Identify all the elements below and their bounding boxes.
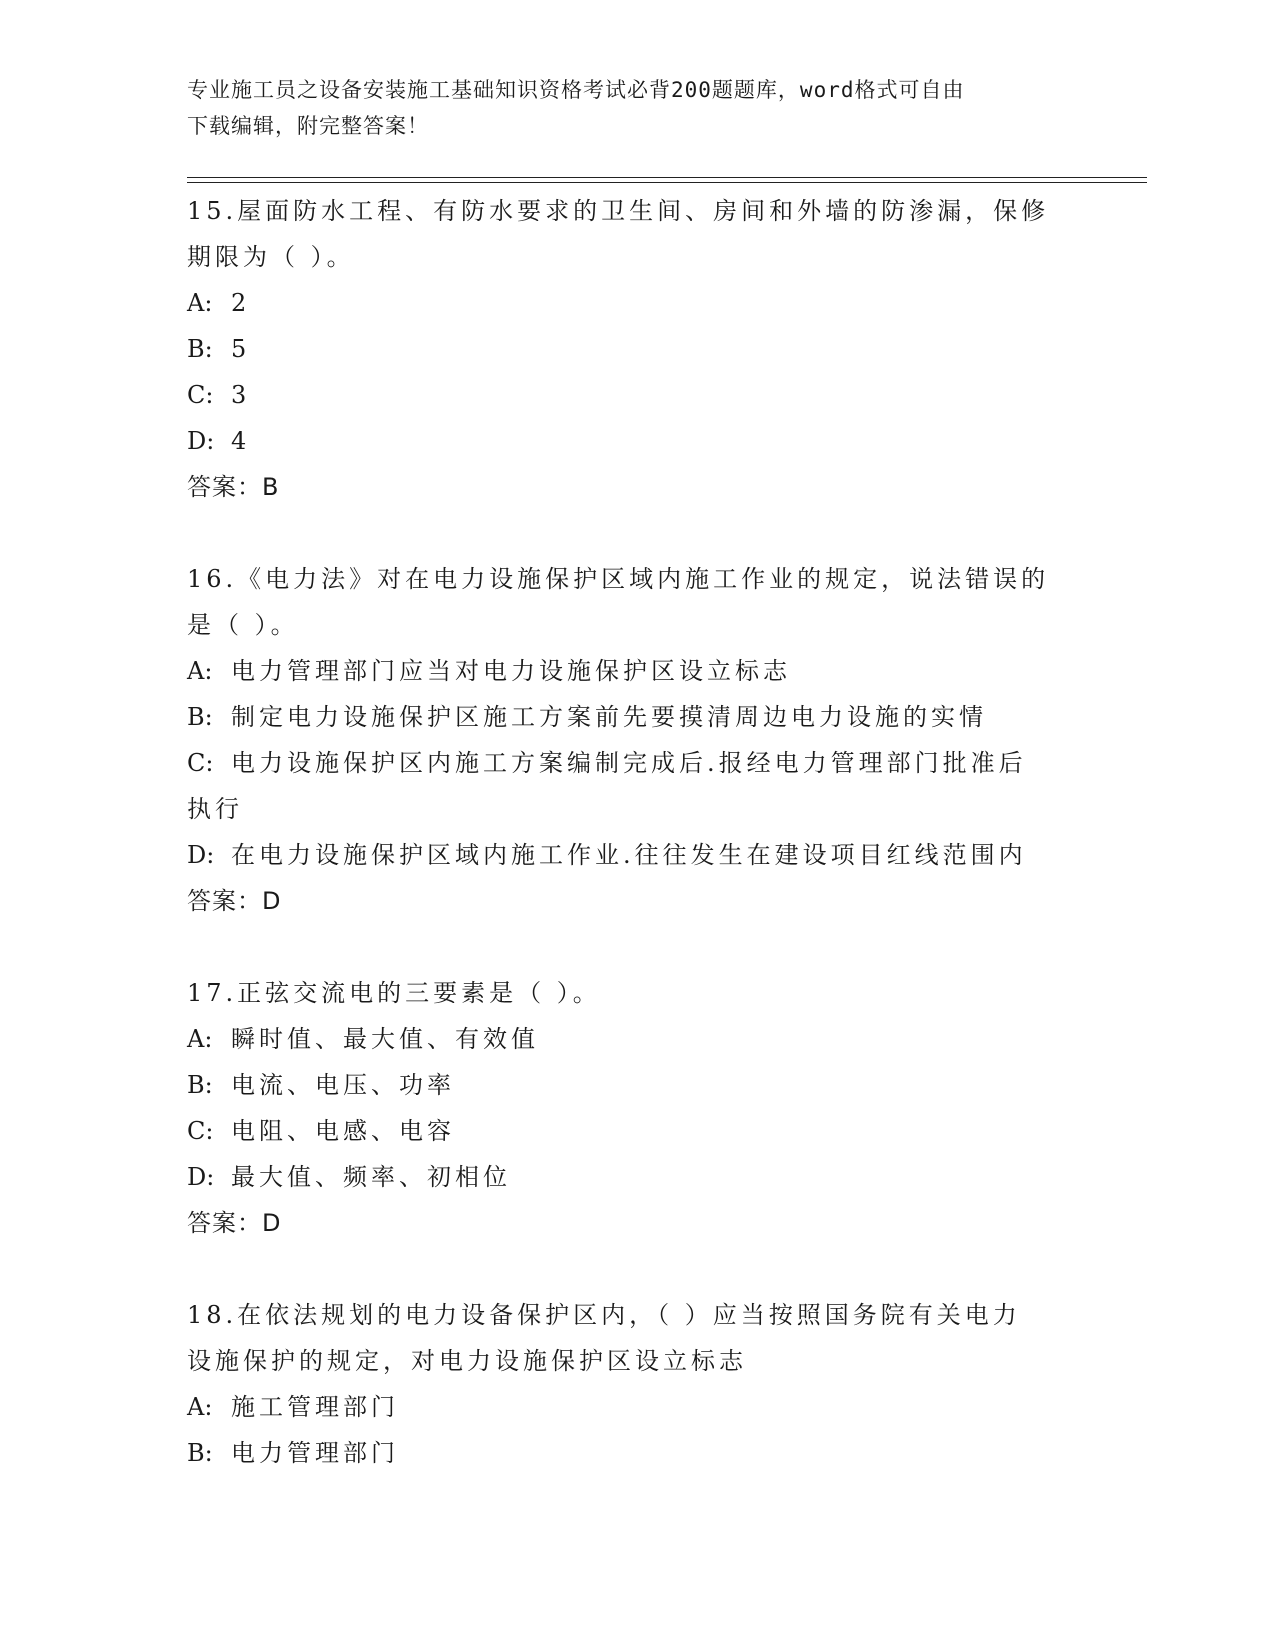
option-c [187, 1108, 1087, 1154]
option-b [187, 694, 1087, 740]
option-b [187, 326, 1087, 372]
option-label: B: [187, 335, 213, 363]
question-stem: 18.在依法规划的电力设备保护区内，（ ）应当按照国务院有关电力 [187, 1301, 1021, 1329]
question-stem: 17.正弦交流电的三要素是（ ）。 [187, 979, 601, 1007]
question-stem-continued: 设施保护的规定，对电力设施保护区设立标志 [187, 1347, 747, 1375]
option-d [187, 1154, 1087, 1200]
option-text: 4 [231, 427, 251, 455]
option-label: A: [187, 1393, 213, 1421]
question-stem-continued: 期限为（ ）。 [187, 243, 355, 271]
question-15 [187, 188, 1087, 510]
question-16 [187, 556, 1087, 924]
option-text: 瞬时值、最大值、有效值 [231, 1025, 539, 1053]
header-line-2: 下载编辑，附完整答案！ [187, 114, 429, 138]
header-divider-top [187, 177, 1147, 178]
option-text: 电力管理部门应当对电力设施保护区设立标志 [231, 657, 791, 685]
option-a [187, 1016, 1087, 1062]
question-list [187, 188, 1087, 1476]
question-stem: 16.《电力法》对在电力设施保护区域内施工作业的规定，说法错误的 [187, 565, 1050, 593]
option-d [187, 832, 1087, 878]
option-a [187, 648, 1087, 694]
option-text: 在电力设施保护区域内施工作业.往往发生在建设项目红线范围内 [231, 841, 1027, 869]
option-label: C: [187, 1117, 214, 1145]
header-divider-bottom [187, 182, 1147, 183]
option-label: D: [187, 841, 215, 869]
option-text: 电流、电压、功率 [231, 1071, 455, 1099]
question-stem: 15.屋面防水工程、有防水要求的卫生间、房间和外墙的防渗漏，保修 [187, 197, 1050, 225]
question-18 [187, 1292, 1087, 1476]
option-text: 3 [231, 381, 251, 409]
question-stem-continued: 是（ ）。 [187, 611, 299, 639]
option-text: 2 [231, 289, 251, 317]
document-header [187, 72, 1067, 144]
answer-label: 答案：D [187, 887, 282, 915]
option-text: 电阻、电感、电容 [231, 1117, 455, 1145]
option-a [187, 280, 1087, 326]
option-text: 5 [231, 335, 251, 363]
option-label: B: [187, 703, 213, 731]
header-line-1: 专业施工员之设备安装施工基础知识资格考试必背200题题库，word格式可自由 [187, 78, 965, 102]
option-text: 制定电力设施保护区施工方案前先要摸清周边电力设施的实情 [231, 703, 987, 731]
answer-label: 答案：B [187, 473, 280, 501]
option-b [187, 1062, 1087, 1108]
question-17 [187, 970, 1087, 1246]
option-text: 施工管理部门 [231, 1393, 399, 1421]
option-text: 电力管理部门 [231, 1439, 399, 1467]
option-c-continued: 执行 [187, 795, 243, 823]
option-label: A: [187, 289, 213, 317]
option-text: 最大值、频率、初相位 [231, 1163, 511, 1191]
option-label: C: [187, 381, 214, 409]
option-c [187, 740, 1087, 786]
option-label: B: [187, 1439, 213, 1467]
answer-label: 答案：D [187, 1209, 282, 1237]
option-a [187, 1384, 1087, 1430]
option-d [187, 418, 1087, 464]
option-label: A: [187, 657, 213, 685]
option-c [187, 372, 1087, 418]
option-label: B: [187, 1071, 213, 1099]
option-text: 电力设施保护区内施工方案编制完成后.报经电力管理部门批准后 [231, 749, 1027, 777]
option-label: D: [187, 1163, 215, 1191]
option-label: C: [187, 749, 214, 777]
option-label: D: [187, 427, 215, 455]
option-label: A: [187, 1025, 213, 1053]
option-b [187, 1430, 1087, 1476]
